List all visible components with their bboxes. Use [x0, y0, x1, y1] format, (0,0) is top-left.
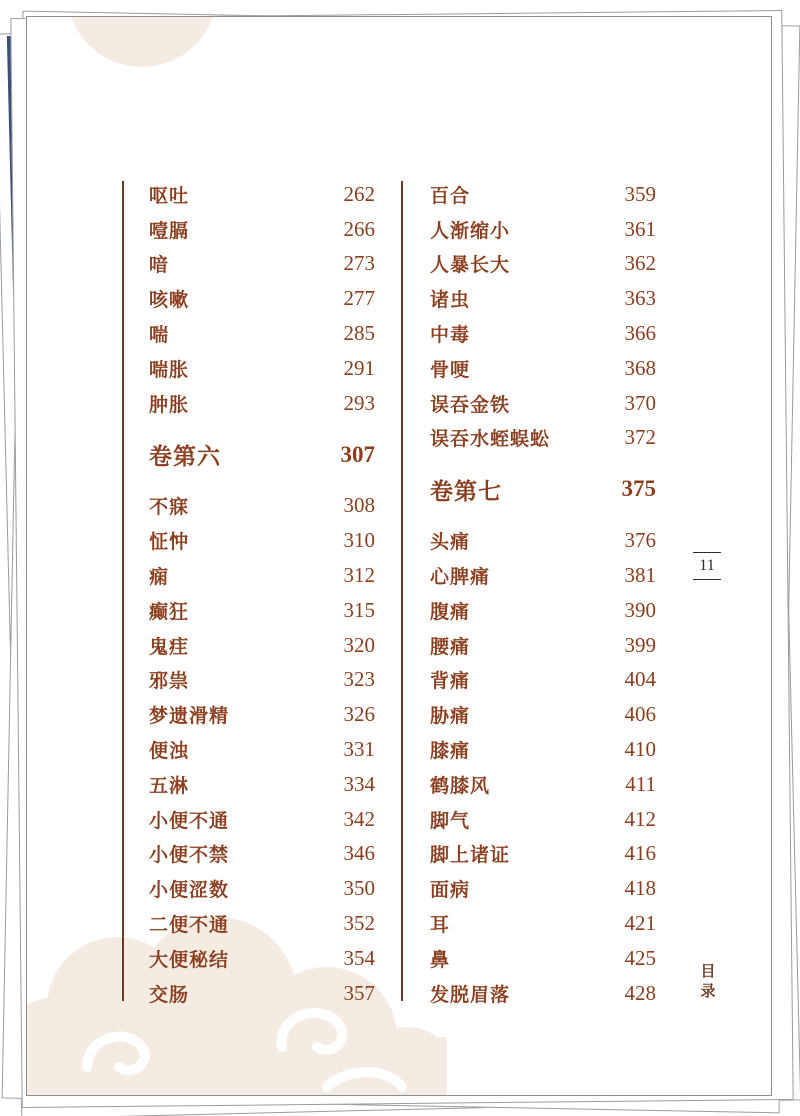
toc-entry: [430, 316, 656, 351]
toc-entry: [430, 386, 656, 421]
toc-entry-title: 腰痛: [430, 635, 471, 658]
toc-entry-title: 喘胀: [149, 358, 190, 381]
toc-entry: [149, 767, 375, 802]
toc-entry-title: 交肠: [149, 983, 190, 1006]
toc-entry-title: 脚上诸证: [430, 844, 511, 867]
toc-entry-title: 噎膈: [149, 219, 190, 242]
toc-entry-title: 面病: [430, 879, 471, 902]
toc-entry-page: 312: [343, 563, 375, 588]
toc-entry-title: 不寐: [149, 496, 190, 519]
toc-entry-page: 404: [624, 667, 656, 692]
toc-entry-title: 喑: [149, 254, 170, 277]
toc-entry-title: 五淋: [149, 774, 190, 797]
toc-entry-page: 354: [343, 945, 375, 970]
toc-entry-page: 366: [624, 321, 656, 346]
toc-entry-page: 411: [625, 771, 656, 796]
toc-entry: [149, 177, 375, 212]
toc-entry-page: 273: [343, 251, 375, 276]
toc-entry-page: 334: [343, 771, 375, 796]
toc-entry-title: 背痛: [430, 670, 471, 693]
toc-entry: [149, 386, 375, 421]
section-label-contents: 目录: [700, 962, 716, 1000]
toc-entry-title: 癫狂: [149, 600, 190, 623]
toc-entry-page: 372: [624, 425, 656, 450]
toc-entry-page: 310: [343, 528, 375, 553]
toc-chapter-page: 307: [340, 441, 375, 467]
toc-entry-page: 262: [343, 181, 375, 206]
toc-entry-title: 大便秘结: [149, 948, 230, 971]
toc-entry-page: 350: [343, 876, 375, 901]
toc-entry-page: 381: [624, 563, 656, 588]
toc-entry: [149, 247, 375, 282]
toc-entry-title: 便浊: [149, 740, 190, 763]
toc-entry: [149, 837, 375, 872]
toc-entry-page: 346: [343, 841, 375, 866]
toc-entry-page: 370: [624, 390, 656, 415]
toc-entry-page: 410: [624, 737, 656, 762]
toc-entry: [430, 837, 656, 872]
toc-column-right: [430, 177, 656, 1011]
toc-entry: [430, 767, 656, 802]
toc-entry: [149, 941, 375, 976]
toc-entry: [430, 663, 656, 698]
toc-entry-title: 误吞水蛭蜈蚣: [430, 428, 551, 451]
toc-entry-title: 咳嗽: [149, 289, 190, 312]
toc-entry: [149, 351, 375, 386]
toc-entry: [430, 802, 656, 837]
toc-entry-title: 小便涩数: [149, 879, 230, 902]
toc-entry: [430, 628, 656, 663]
toc-entry-page: 418: [624, 876, 656, 901]
cloud-decoration-top: [67, 16, 217, 67]
toc-entry-title: 痫: [149, 566, 170, 589]
toc-entry: [149, 316, 375, 351]
toc-entry: [149, 593, 375, 628]
toc-entry: [430, 523, 656, 558]
toc-entry: [430, 558, 656, 593]
toc-entry-page: 390: [624, 597, 656, 622]
toc-entry-title: 二便不通: [149, 914, 230, 937]
toc-entry-title: 肿胀: [149, 393, 190, 416]
toc-entry: [430, 212, 656, 247]
toc-entry-title: 百合: [430, 184, 471, 207]
toc-entry-page: 376: [624, 528, 656, 553]
toc-entry-title: 鼻: [430, 948, 451, 971]
toc-entry-title: 人暴长大: [430, 254, 511, 277]
toc-entry: [149, 212, 375, 247]
toc-entry-page: 412: [624, 806, 656, 831]
toc-entry: [430, 421, 656, 456]
toc-column-left: [149, 177, 375, 1011]
toc-entry-title: 怔忡: [149, 531, 190, 554]
page-number: 11: [693, 552, 721, 580]
toc-entry: [149, 906, 375, 941]
toc-entry-page: 277: [343, 286, 375, 311]
toc-entry-page: 406: [624, 702, 656, 727]
toc-entry-page: 399: [624, 632, 656, 657]
toc-entry: [430, 593, 656, 628]
toc-entry: [149, 628, 375, 663]
toc-chapter-title: 卷第七: [430, 477, 502, 505]
toc-entry: [149, 523, 375, 558]
toc-entry-page: 326: [343, 702, 375, 727]
toc-chapter-page: 375: [621, 476, 656, 502]
toc-entry: [430, 906, 656, 941]
toc-entry-page: 320: [343, 632, 375, 657]
toc-entry-page: 266: [343, 216, 375, 241]
toc-entry: [149, 663, 375, 698]
toc-entry: [430, 697, 656, 732]
toc-entry: [149, 558, 375, 593]
toc-entry-title: 小便不禁: [149, 844, 230, 867]
toc-entry-page: 368: [624, 355, 656, 380]
toc-entry-title: 鹤膝风: [430, 774, 491, 797]
toc-entry-title: 骨哽: [430, 358, 471, 381]
toc-entry: [430, 732, 656, 767]
toc-entry-title: 耳: [430, 914, 451, 937]
toc-entry: [149, 802, 375, 837]
toc-entry: [149, 697, 375, 732]
toc-entry-page: 357: [343, 980, 375, 1005]
toc-chapter-title: 卷第六: [149, 443, 221, 471]
toc-entry-title: 喘: [149, 324, 170, 347]
toc-entry-page: 352: [343, 911, 375, 936]
toc-entry-title: 发脱眉落: [430, 983, 511, 1006]
toc-entry-title: 头痛: [430, 531, 471, 554]
toc-entry-page: 362: [624, 251, 656, 276]
toc-entry: [149, 976, 375, 1011]
toc-entry: [149, 732, 375, 767]
toc-entry-page: 359: [624, 181, 656, 206]
toc-entry-page: 308: [343, 493, 375, 518]
toc-entry-page: 361: [624, 216, 656, 241]
toc-entry-title: 脚气: [430, 809, 471, 832]
toc-entry-title: 诸虫: [430, 289, 471, 312]
toc-entry-title: 人渐缩小: [430, 219, 511, 242]
toc-entry-title: 小便不通: [149, 809, 230, 832]
document-page: [26, 16, 772, 1096]
toc-entry-title: 膝痛: [430, 740, 471, 763]
toc-entry-page: 421: [624, 911, 656, 936]
toc-entry-page: 428: [624, 980, 656, 1005]
toc-entry-page: 293: [343, 390, 375, 415]
toc-entry-title: 鬼疰: [149, 635, 190, 658]
toc-entry: [430, 281, 656, 316]
right-column-rule: [401, 181, 403, 1001]
toc-entry: [430, 976, 656, 1011]
toc-entry-title: 梦遗滑精: [149, 705, 230, 728]
toc-entry-title: 中毒: [430, 324, 471, 347]
toc-entry-page: 291: [343, 355, 375, 380]
toc-chapter-heading: [430, 455, 656, 523]
toc-entry-page: 342: [343, 806, 375, 831]
toc-entry-page: 363: [624, 286, 656, 311]
toc-entry: [430, 247, 656, 282]
toc-entry-page: 331: [343, 737, 375, 762]
toc-entry-title: 呕吐: [149, 184, 190, 207]
toc-entry-title: 误吞金铁: [430, 393, 511, 416]
toc-entry-title: 胁痛: [430, 705, 471, 728]
toc-entry-page: 315: [343, 597, 375, 622]
toc-entry-title: 邪祟: [149, 670, 190, 693]
toc-entry-page: 285: [343, 321, 375, 346]
toc-entry-page: 416: [624, 841, 656, 866]
toc-entry: [149, 489, 375, 524]
toc-entry-page: 323: [343, 667, 375, 692]
left-column-rule: [122, 181, 124, 1001]
toc-entry: [430, 177, 656, 212]
toc-chapter-heading: [149, 421, 375, 489]
toc-entry-title: 心脾痛: [430, 566, 491, 589]
toc-entry-title: 腹痛: [430, 600, 471, 623]
toc-entry: [149, 871, 375, 906]
toc-entry: [430, 351, 656, 386]
toc-entry: [430, 871, 656, 906]
toc-entry: [149, 281, 375, 316]
toc-entry-page: 425: [624, 945, 656, 970]
toc-entry: [430, 941, 656, 976]
